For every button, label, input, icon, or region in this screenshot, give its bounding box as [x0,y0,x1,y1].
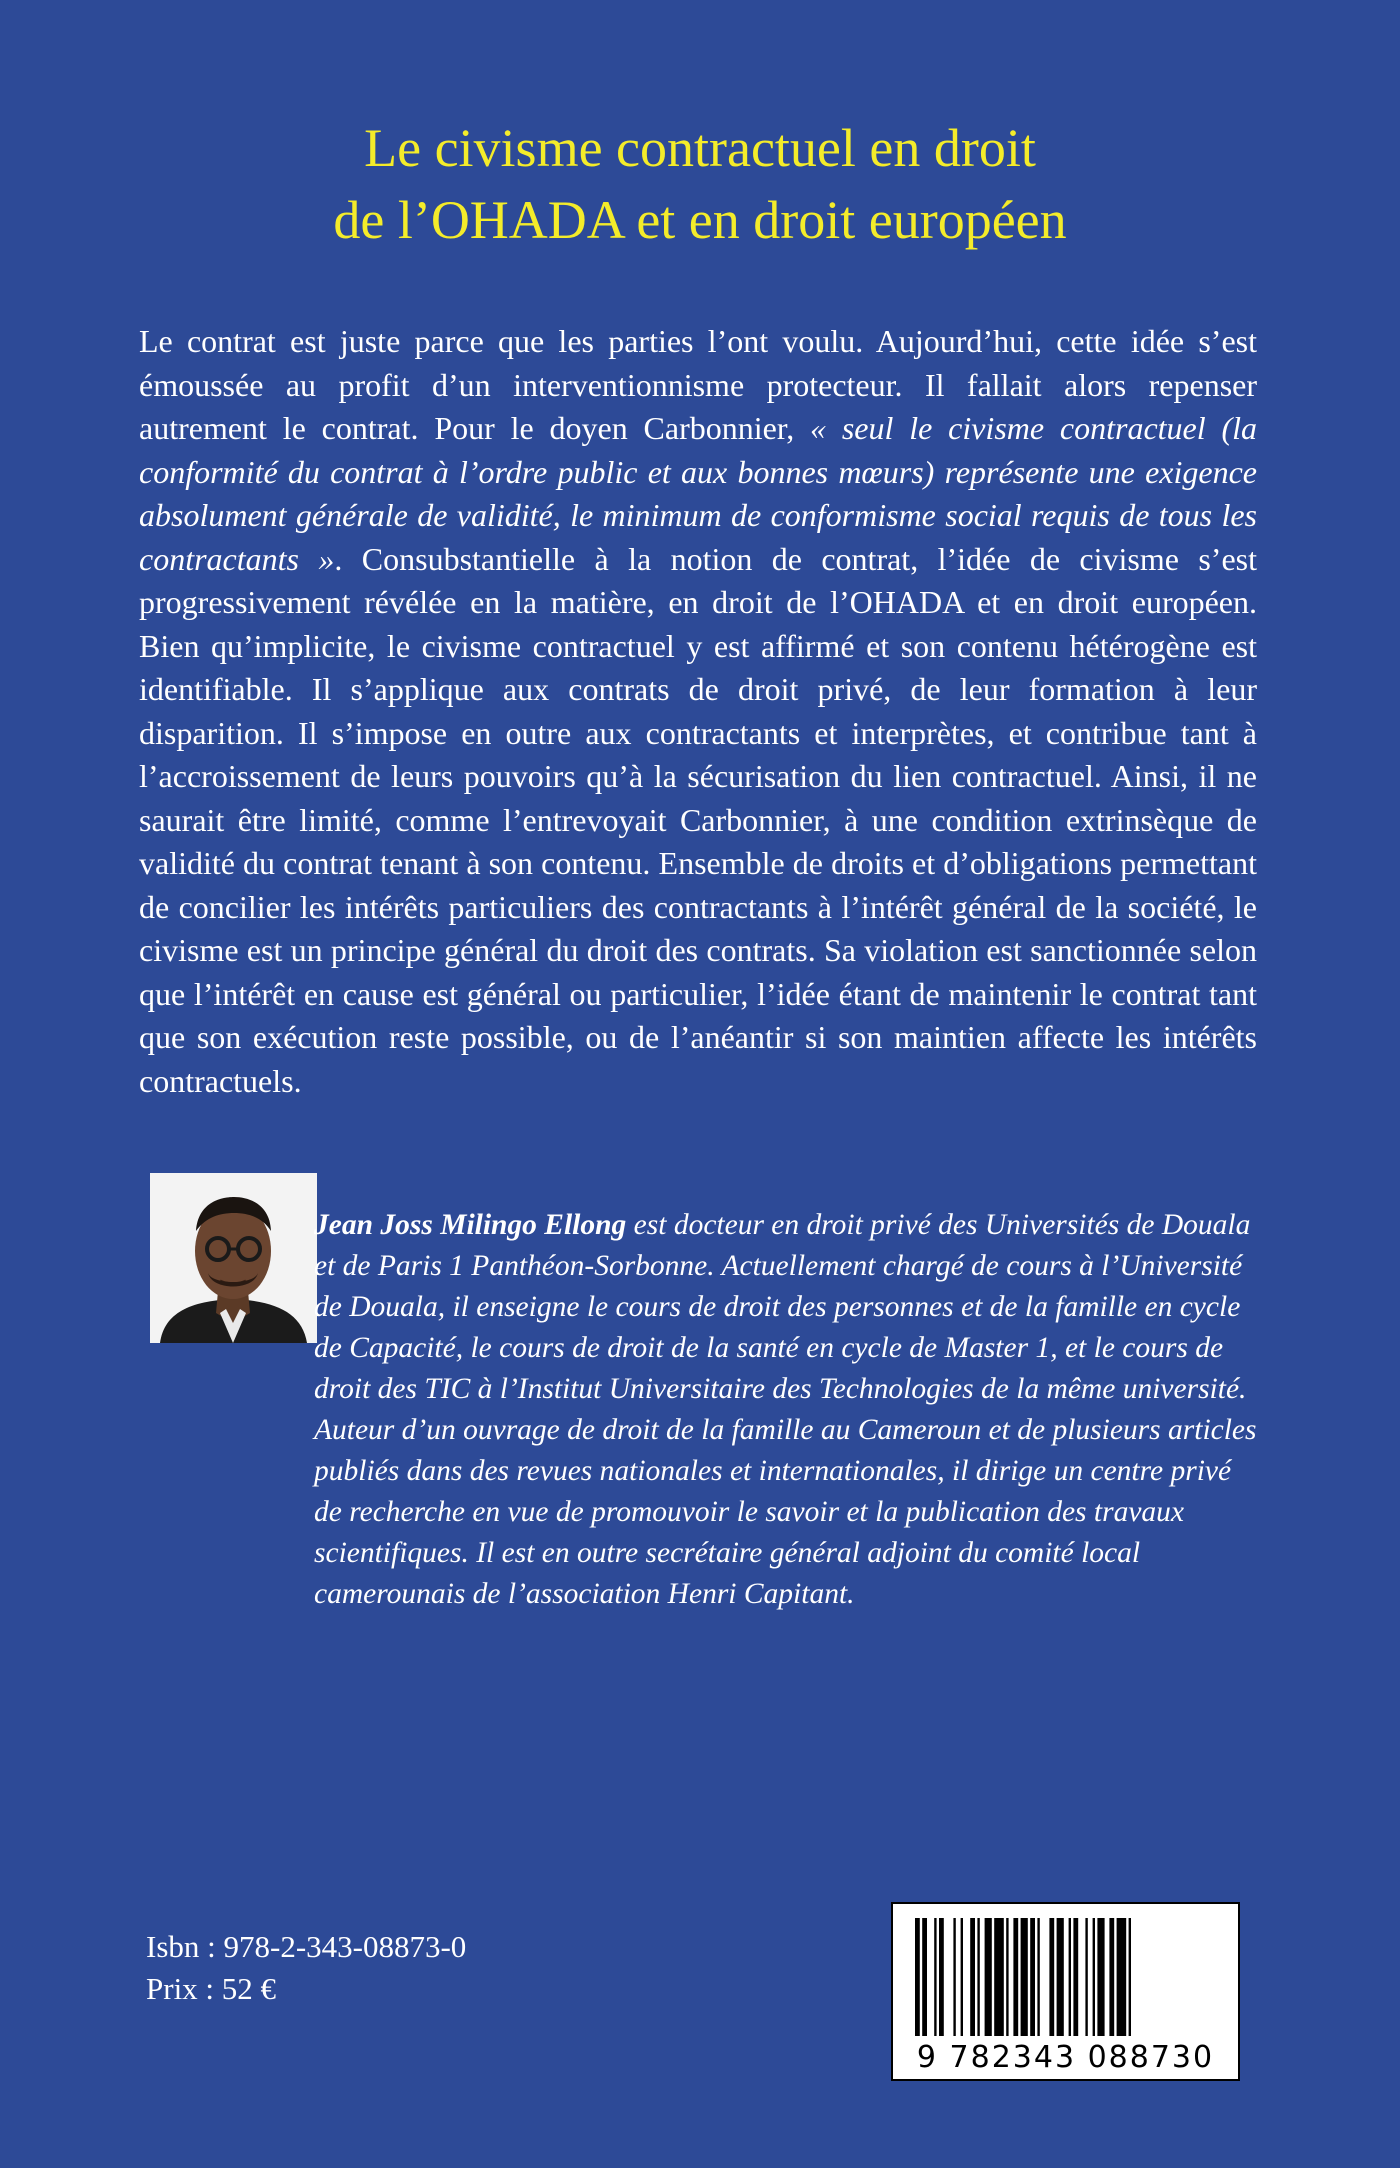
author-name: Jean Joss Milingo Ellong [314,1209,627,1241]
barcode-bar [1085,1918,1087,2036]
barcode-bar [1013,1918,1018,2036]
barcode-bar [994,1918,1004,2036]
book-title [100,112,1300,256]
isbn-label: Isbn : 978-2-343-08873-0 [146,1929,467,1964]
author-portrait-image [150,1173,317,1343]
barcode-bar [961,1918,963,2036]
blurb-quote: « seul le civisme contractuel (la conformité du contrat à l’ordre public et aux bonnes mœurs) représente une exigence absolument générale de validité, le minimum de conformisme social requis de tous les contractants » [139,410,1258,577]
blurb-part-1: Le contrat est juste parce que les parties l’ont voulu. Aujourd’hui, cette idée s’est émoussée au profit d’un interventionnisme protecteur. Il fallait alors repenser autrement le contrat. Pour le doyen Carbonnier, [139,323,1257,446]
barcode-bar [1129,1918,1131,2036]
barcode-bar [1037,1918,1039,2036]
barcode-bar [939,1918,944,2036]
barcode-bar [970,1918,975,2036]
barcode-bar [1109,1918,1114,2036]
price-label: Prix : 52 € [146,1971,277,2006]
barcode-bar [934,1918,936,2036]
back-cover-blurb [139,320,1257,1103]
barcode-bar [1021,1918,1028,2036]
barcode-bar [953,1918,955,2036]
barcode-bar [1049,1918,1054,2036]
barcode-bar [915,1918,920,2036]
barcode-bar [977,1918,979,2036]
barcode-bar [1069,1918,1071,2036]
author-biography [314,1205,1264,1615]
barcode-bar [1093,1918,1095,2036]
barcode-bar [1057,1918,1064,2036]
author-photo [150,1173,317,1343]
barcode [891,1902,1240,2081]
barcode-bar [1117,1918,1127,2036]
barcode-bar [1006,1918,1008,2036]
barcode-bar [1073,1918,1078,2036]
title-line-2: de l’OHADA et en droit européen [333,190,1067,250]
barcode-bar [922,1918,927,2036]
barcode-bar [985,1918,992,2036]
barcode-bar [1097,1918,1104,2036]
title-line-1: Le civisme contractuel en droit [364,118,1036,178]
blurb-part-2: . Consubstantielle à la notion de contrat, l’idée de civisme s’est progressivement révélée en la matière, en droit de l’OHADA et en droit européen. Bien qu’implicite, le civisme contractuel y est affirmé et son contenu hétérogène est identifiable. Il s’applique aux contrats de droit privé, de leur formation à leur disparition. Il s’impose en outre aux contractants et interprètes, et contribue tant à l’accroissement de leurs pouvoirs qu’à la sécurisation du lien contractuel. Ainsi, il ne saurait être limité, comme l’entrevoyait Carbonnier, à une condition extrinsèque de validité du contrat tenant à son contenu. Ensemble de droits et d’obligations permettant de concilier les intérêts particuliers des contractants à l’intérêt général de la société, le civisme est un principe général du droit des contrats. Sa violation est sanctionnée selon que l’intérêt en cause est général ou particulier, l’idée étant de maintenir le contrat tant que son exécution reste possible, ou de l’anéantir si son maintien affecte les intérêts contractuels. [139,540,1258,1099]
barcode-bar [1030,1918,1035,2036]
barcode-digits: 9 782343 088730 [916,2040,1215,2075]
isbn-price-block [146,1926,466,2010]
author-bio-text: est docteur en droit privé des Universités de Douala et de Paris 1 Panthéon-Sorbonne. Actuellement chargé de cours à l’Université de Douala, il enseigne le cours de droit des personnes et de la famille en cycle de Capacité, le cours de droit de la santé en cycle de Master 1, et le cours de droit des TIC à l’Institut Universitaire des Technologies de la même université. Auteur d’un ouvrage de droit de la famille au Cameroun et de plusieurs articles publiés dans des revues nationales et internationales, il dirige un centre privé de recherche en vue de promouvoir le savoir et la publication des travaux scientifiques. Il est en outre secrétaire général adjoint du comité local camerounais de l’association Henri Capitant. [314,1209,1257,1610]
